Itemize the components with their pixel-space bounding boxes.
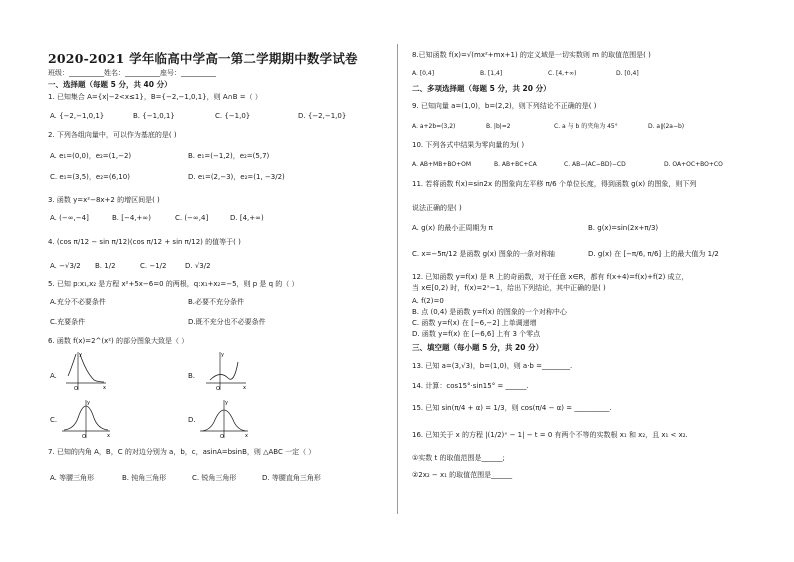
- q11-option-c[interactable]: C. x=−5π/12 是函数 g(x) 图象的一条对称轴: [412, 250, 555, 258]
- q6-graph-c[interactable]: [60, 398, 112, 440]
- q1-stem: 1. 已知集合 A={x|−2<x≤1}，B={−2,−1,0,1}，则 A∩B =（ ）: [48, 93, 262, 101]
- q15-stem: 15. 已知 sin(π/4 + α) = 1/3，则 cos(π/4 − α) = __________.: [412, 404, 612, 412]
- q12-stem: 12. 已知函数 y=f(x) 是 R 上的奇函数，对于任意 x∈R，都有 f(x+4)=f(x)+f(2) 成立，: [412, 273, 689, 281]
- left-column: [40, 0, 390, 562]
- q7-option-a[interactable]: A. 等腰三角形: [50, 474, 95, 482]
- q5-stem: 5. 已知 p:x₁,x₂ 是方程 x²+5x−6=0 的两根，q:x₁+x₂=−5，则 p 是 q 的（ ）: [48, 280, 299, 288]
- q3-option-b[interactable]: B. [−4,+∞): [112, 214, 151, 222]
- q5-option-a[interactable]: A.充分不必要条件: [50, 298, 106, 306]
- q6-graph-a[interactable]: [64, 350, 108, 392]
- q9-option-b[interactable]: B. |b|=2: [486, 123, 511, 130]
- q12-option-d[interactable]: D. 函数 y=f(x) 在 [−6,6] 上有 3 个零点: [412, 330, 541, 338]
- q4-option-d[interactable]: D. √3/2: [185, 262, 211, 270]
- section-3-heading: 三、填空题（每小题 5 分，共 20 分）: [412, 343, 544, 352]
- q10-option-b[interactable]: B. AB+BC+CA: [494, 161, 537, 168]
- q1-option-c[interactable]: C. {−1,0}: [215, 112, 251, 120]
- q12-stem-cont: 当 x∈[0,2) 时，f(x)=2ˣ−1，给出下列结论，其中正确的是( ): [412, 284, 606, 292]
- q6-graph-d-y-label: y: [225, 400, 228, 406]
- q3-option-c[interactable]: C. (−∞,4]: [175, 214, 209, 222]
- q16-part1[interactable]: ①实数 t 的取值范围是______;: [412, 454, 505, 462]
- q6-graph-c-x-label: x: [107, 433, 110, 439]
- q9-option-c[interactable]: C. a 与 b 的夹角为 45°: [554, 123, 618, 130]
- q4-option-c[interactable]: C. −1/2: [140, 262, 167, 270]
- q8-stem: 8.已知函数 f(x)=√(mx²+mx+1) 的定义域是一切实数则 m 的取值范围是( ): [412, 51, 651, 59]
- q7-stem: 7. 已知的内角 A，B，C 的对边分别为 a，b，c，asinA=bsinB，则 △ABC 一定（ ）: [48, 448, 316, 456]
- q6-option-b-label[interactable]: B.: [188, 372, 196, 380]
- q14-stem: 14. 计算：cos15°·sin15° = ______.: [412, 382, 529, 390]
- q2-stem: 2. 下列各组向量中，可以作为基底的是( ): [48, 131, 177, 139]
- right-column: [412, 0, 772, 562]
- q12-option-a[interactable]: A. f(2)=0: [412, 297, 444, 305]
- q6-stem: 6. 函数 f(x)=2^(x²) 的部分图象大致是（ ）: [48, 337, 189, 345]
- q7-option-c[interactable]: C. 锐角三角形: [192, 474, 237, 482]
- q2-option-a[interactable]: A. e₁=(0,0)，e₂=(1,−2): [50, 152, 132, 160]
- q5-option-c[interactable]: C.充要条件: [50, 318, 86, 326]
- student-info-line: 班级：__________姓名：__________座号：__________: [48, 69, 216, 77]
- q8-option-c[interactable]: C. [4,+∞): [548, 70, 577, 77]
- q5-option-d[interactable]: D.既不充分也不必要条件: [188, 318, 266, 326]
- q1-option-b[interactable]: B. {−1,0,1}: [133, 112, 175, 120]
- q11-stem-cont: 说法正确的是( ): [412, 204, 462, 212]
- q6-graph-c-y-label: y: [87, 400, 90, 406]
- page-title: 2020-2021 学年临高中学高一第二学期期中数学试卷: [48, 51, 358, 66]
- q6-graph-d-origin: O: [220, 434, 224, 440]
- q9-stem: 9. 已知向量 a=(1,0)，b=(2,2)，则下列结论不正确的是( ): [412, 102, 597, 110]
- q11-option-d[interactable]: D. g(x) 在 [−π/6, π/6] 上的最大值为 1/2: [588, 250, 719, 258]
- q10-option-c[interactable]: C. AB−(AC−BD)−CD: [564, 161, 626, 168]
- q3-stem: 3. 函数 y=x²−8x+2 的增区间是( ): [48, 196, 160, 204]
- q12-option-c[interactable]: C. 函数 y=f(x) 在 [−6,−2] 上单调递增: [412, 319, 537, 327]
- q13-stem: 13. 已知 a=(3,√3)，b=(1,0)，则 a·b =________.: [412, 362, 573, 370]
- q6-graph-b[interactable]: [204, 350, 248, 392]
- q6-graph-a-y-label: y: [79, 352, 82, 358]
- q6-graph-d-x-label: x: [245, 433, 248, 439]
- q12-option-b[interactable]: B. 点 (0,4) 是函数 y=f(x) 的图象的一个对称中心: [412, 308, 567, 316]
- q3-option-d[interactable]: D. [4,+∞): [230, 214, 264, 222]
- q6-option-d-label[interactable]: D.: [188, 416, 196, 424]
- q6-graph-a-x-label: x: [103, 385, 106, 391]
- q7-option-b[interactable]: B. 钝角三角形: [122, 474, 167, 482]
- section-2-heading: 二、多项选择题（每题 5 分，共 20 分）: [412, 84, 551, 93]
- q6-graph-d[interactable]: [198, 398, 250, 440]
- q11-stem: 11. 若将函数 f(x)=sin2x 的图象向左平移 π/6 个单位长度，得到函数 g(x) 的图象，则下列: [412, 180, 697, 188]
- q8-option-a[interactable]: A. [0,4]: [412, 70, 435, 77]
- q16-stem: 16. 已知关于 x 的方程 |(1/2)ˣ − 1| − t = 0 有两个不等的实数根 x₁ 和 x₂，且 x₁ < x₂.: [412, 431, 688, 439]
- section-1-heading: 一、选择题（每题 5 分，共 40 分）: [48, 80, 172, 89]
- q10-stem: 10. 下列各式中结果为零向量的为( ): [412, 141, 525, 149]
- q6-option-a-label[interactable]: A.: [50, 372, 57, 380]
- q6-graph-b-origin: O: [216, 386, 220, 392]
- q5-option-b[interactable]: B.必要不充分条件: [188, 298, 245, 306]
- q9-option-d[interactable]: D. a∥(2a−b): [648, 123, 685, 130]
- q6-graph-a-origin: O: [74, 386, 78, 392]
- q4-option-b[interactable]: B. 1/2: [95, 262, 116, 270]
- column-divider: [397, 44, 398, 514]
- q6-graph-b-y-label: y: [221, 352, 224, 358]
- q4-stem: 4. (cos π/12 − sin π/12)(cos π/12 + sin π/12) 的值等于( ): [48, 238, 241, 246]
- q16-part2[interactable]: ②2x₂ − x₁ 的取值范围是______: [412, 471, 513, 479]
- q7-option-d[interactable]: D. 等腰直角三角形: [262, 474, 321, 482]
- q8-option-b[interactable]: B. [1,4]: [480, 70, 503, 77]
- q11-option-b[interactable]: B. g(x)=sin(2x+π/3): [588, 224, 659, 232]
- q10-option-d[interactable]: D. OA+OC+BO+CO: [664, 161, 723, 168]
- q1-option-d[interactable]: D. {−2,−1,0}: [298, 112, 347, 120]
- q2-option-b[interactable]: B. e₁=(−1,2)，e₂=(5,7): [188, 152, 270, 160]
- q2-option-d[interactable]: D. e₁=(2,−3)，e₂=(1, −3/2): [188, 173, 285, 181]
- q11-option-a[interactable]: A. g(x) 的最小正周期为 π: [412, 224, 493, 232]
- q10-option-a[interactable]: A. AB+MB+BO+OM: [412, 161, 472, 168]
- q6-option-c-label[interactable]: C.: [50, 416, 58, 424]
- q6-graph-c-origin: O: [82, 434, 86, 440]
- q6-graph-b-x-label: x: [243, 385, 246, 391]
- q2-option-c[interactable]: C. e₁=(3,5)，e₂=(6,10): [50, 173, 130, 181]
- q9-option-a[interactable]: A. a+2b=(3,2): [412, 123, 456, 130]
- q4-option-a[interactable]: A. −√3/2: [50, 262, 81, 270]
- q1-option-a[interactable]: A. {−2,−1,0,1}: [50, 112, 105, 120]
- q3-option-a[interactable]: A. (−∞,−4]: [50, 214, 89, 222]
- q8-option-d[interactable]: D. [0,4]: [616, 70, 639, 77]
